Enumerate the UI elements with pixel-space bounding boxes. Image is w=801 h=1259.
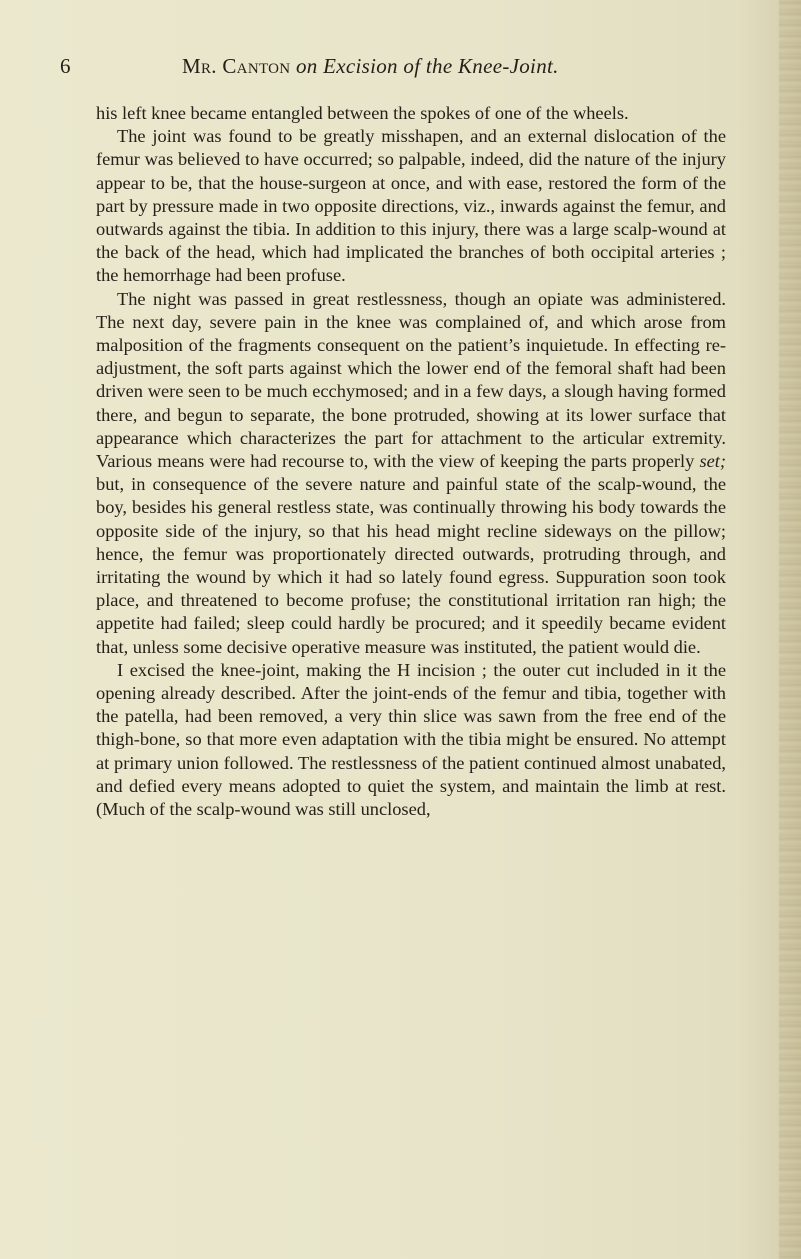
paragraph-text: The night was passed in great restlessness, though an opiate was administered. The next day, severe pain in the knee was complained of, and which arose from malposition of the fragments consequent on the patient’s inquietude. In effecting re-adjustment, the soft parts against which the lower end of the femoral shaft had been driven were seen to be much ecchymosed; and in a few days, a slough having formed there, and begun to separate, the bone protruded, showing at its lower surface that appearance which characterizes the part for attachment to the articular extremity. Various means were had recourse to, with the view of keeping the parts properly [96, 288, 726, 472]
article-title: Excision of the Knee-Joint. [323, 54, 559, 78]
page-number: 6 [60, 54, 71, 78]
paragraph-text: his left knee became entangled between the spokes of one of the wheels. [96, 103, 629, 123]
paragraph-continued [96, 102, 726, 125]
author-name: Mr. Canton [182, 54, 291, 78]
body-text [96, 102, 726, 821]
paragraph-night [96, 288, 726, 659]
running-header [60, 54, 740, 84]
paragraph-text: The joint was found to be greatly misshapen, and an external dislocation of the femur was believed to have occurred; so palpable, indeed, did the nature of the injury appear to be, that the house-surgeon at once, and with ease, restored the form of the part by pressure made in two opposite directions, viz., inwards against the femur, and outwards against the tibia. In addition to this injury, there was a large scalp-wound at the back of the head, which had implicated the branches of both occipital arteries ; the hemorrhage had been profuse. [96, 126, 726, 286]
paragraph-text: I excised the knee-joint, making the H incision ; the outer cut included in it the opening already described. After the joint-ends of the femur and tibia, together with the patella, had been removed, a very thin slice was sawn from the free end of the thigh-bone, so that more even adaptation with the tibia might be ensured. No attempt at primary union followed. The restlessness of the patient continued almost unabated, and defied every means adopted to quiet the system, and maintain the limb at rest. (Much of the scalp-wound was still unclosed, [96, 659, 726, 820]
page-edge [779, 0, 801, 1259]
paragraph-excision [96, 659, 726, 821]
paragraph-text: but, in consequence of the severe nature and painful state of the scalp-wound, the boy, besides his general restless state, was continually throwing his body towards the opposite side of the injury, so that his head might recline sideways on the pillow; hence, the femur was proportionately directed outwards, protruding through, and irritating the wound by which it had so lately found egress. Suppuration soon took place, and threatened to become profuse; the constitutional irritation ran high; the appetite had failed; sleep could hardly be procured; and it speedily became evident that, unless some decisive operative measure was instituted, the patient would die. [96, 474, 726, 657]
running-title [182, 54, 559, 79]
title-connector: on [295, 54, 318, 78]
italic-word: set; [699, 451, 726, 472]
paragraph-injury [96, 125, 726, 287]
